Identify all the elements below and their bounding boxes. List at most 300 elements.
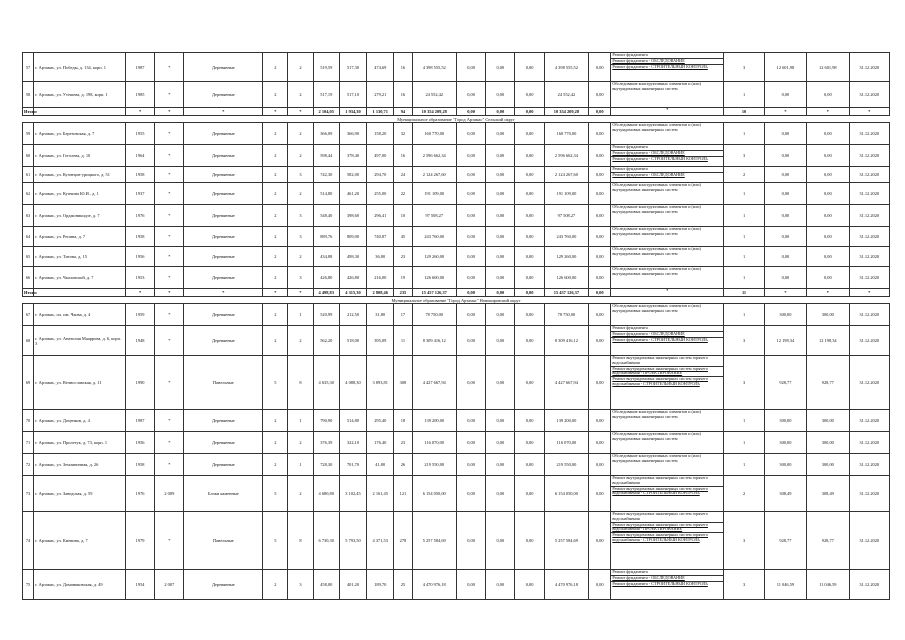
- cell-sum: 2 596 662,34: [412, 145, 456, 167]
- cell-y1: 1948: [125, 326, 154, 356]
- cell-works: [611, 289, 724, 297]
- cell-mat: Деревянные: [184, 82, 263, 108]
- cell-works: [611, 183, 724, 205]
- cell-f3: 0,00: [515, 145, 544, 167]
- work-item: Ремонт внутридомовых инженерных систем горячего водоснабжения - СТРОИТЕЛЬНЫЙ КОНТРОЛЬ: [611, 532, 723, 543]
- cell-date: 31.12.2020: [849, 183, 890, 205]
- cell-a1: 4 680,80: [313, 476, 339, 512]
- cell-c2: 300,00: [807, 304, 849, 326]
- cell-f2: 0,00: [486, 410, 515, 432]
- cell-a3: 36,80: [367, 247, 394, 267]
- cell-n: 60: [23, 145, 34, 167]
- cell-works: [611, 570, 724, 600]
- cell-a1: 519,59: [313, 53, 339, 82]
- cell-cnt: 3: [724, 512, 764, 570]
- cell-sum: 97 508,27: [412, 205, 456, 227]
- work-item: *: [666, 107, 669, 112]
- cell-a2: 378,40: [339, 145, 366, 167]
- cell-n: 75: [23, 570, 34, 600]
- cell-cnt: 3: [724, 356, 764, 410]
- cell-y1: 1956: [125, 432, 154, 454]
- cell-ppl: 16: [394, 82, 412, 108]
- cell-f5: 0,00: [589, 326, 611, 356]
- cell-en: 1: [288, 304, 313, 326]
- cell-f3: 0,00: [515, 326, 544, 356]
- cell-y1: 1958: [125, 454, 154, 476]
- cell-works: [611, 410, 724, 432]
- work-item: Обследование конструктивных элементов и (или) внутридомовых инженерных систем: [612, 409, 701, 419]
- cell-y1: 1953: [125, 267, 154, 289]
- work-item: Ремонт фундамента - ОБСЛЕДОВАНИЕ: [611, 575, 723, 581]
- cell-n: Итого:: [24, 109, 38, 114]
- work-item: Ремонт фундамента: [612, 52, 648, 57]
- cell-c2: 300,00: [807, 410, 849, 432]
- cell-fl: 2: [263, 454, 288, 476]
- cell-date: *: [849, 108, 890, 116]
- table-row: [23, 123, 890, 145]
- cell-en: 3: [288, 227, 313, 247]
- table-row: [23, 183, 890, 205]
- work-item: Обследование конструктивных элементов и (или) внутридомовых инженерных систем: [612, 431, 701, 441]
- cell-f3: 0,00: [515, 356, 544, 410]
- cell-amt: 6 154 050,00: [544, 476, 588, 512]
- cell-a3: 216,00: [367, 267, 394, 289]
- cell-c2: 300,00: [807, 454, 849, 476]
- work-item: Ремонт фундамента: [612, 325, 648, 330]
- cell-addr: г. Арзамас, ул. Вечнославская, д. 11: [34, 356, 126, 410]
- cell-c1: 928,77: [764, 512, 806, 570]
- cell-y2: *: [155, 108, 184, 116]
- work-item: Обследование конструктивных элементов и (или) внутридомовых инженерных систем: [612, 266, 701, 276]
- cell-c1: 12 198,34: [764, 326, 806, 356]
- cell-n: 70: [23, 410, 34, 432]
- cell-mat: *: [184, 289, 263, 297]
- cell-f1: 0,00: [456, 227, 485, 247]
- cell-f3: 0,00: [515, 570, 544, 600]
- cell-a3: 255,00: [367, 183, 394, 205]
- cell-f1: 0,00: [456, 247, 485, 267]
- cell-y1: 1987: [125, 410, 154, 432]
- cell-amt: 10 354 209,28: [544, 108, 588, 116]
- cell-works: [611, 82, 724, 108]
- cell-ppl: 121: [394, 476, 412, 512]
- cell-en: 2: [288, 247, 313, 267]
- cell-f3: 0,00: [515, 167, 544, 183]
- cell-f5: 0,00: [589, 432, 611, 454]
- cell-mat: Деревянные: [184, 454, 263, 476]
- cell-y2: *: [155, 123, 184, 145]
- cell-sum: 191 109,00: [412, 183, 456, 205]
- cell-f1: 0,00: [456, 183, 485, 205]
- cell-mat: Деревянные: [184, 183, 263, 205]
- work-item: Обследование конструктивных элементов и (или) внутридомовых инженерных систем: [612, 182, 701, 192]
- cell-date: 31.12.2020: [849, 227, 890, 247]
- cell-sum: 116 070,00: [412, 432, 456, 454]
- cell-y2: *: [155, 432, 184, 454]
- cell-c2: 308,49: [807, 476, 849, 512]
- cell-c2: 12 198,34: [807, 326, 849, 356]
- cell-f3: 0,00: [515, 454, 544, 476]
- cell-a2: 212,50: [339, 304, 366, 326]
- cell-date: 31.12.2020: [849, 356, 890, 410]
- cell-cnt: 2: [724, 167, 764, 183]
- cell-y1: 1955: [125, 123, 154, 145]
- work-item: Обследование конструктивных элементов и (или) внутридомовых инженерных систем: [612, 453, 701, 463]
- cell-mat: Блоки каменные: [184, 476, 263, 512]
- work-item: Ремонт фундамента - ОБСЛЕДОВАНИЕ: [611, 331, 723, 337]
- cell-amt: 8 309 416,12: [544, 326, 588, 356]
- cell-en: 3: [288, 167, 313, 183]
- cell-f2: 0,00: [486, 356, 515, 410]
- cell-ppl: 22: [394, 183, 412, 205]
- cell-works: [611, 356, 724, 410]
- cell-y2: *: [155, 356, 184, 410]
- cell-works: [611, 123, 724, 145]
- cell-cnt: 1: [724, 267, 764, 289]
- table-row: [23, 570, 890, 600]
- cell-sum: 4 470 976,18: [412, 570, 456, 600]
- cell-works: [611, 432, 724, 454]
- table-row: [23, 145, 890, 167]
- cell-a2: 517,30: [339, 53, 366, 82]
- cell-a3: 294,70: [367, 167, 394, 183]
- cell-n: 67: [23, 304, 34, 326]
- cell-mat: *: [184, 108, 263, 116]
- cell-f2: 0,00: [486, 326, 515, 356]
- cell-cnt: 1: [724, 454, 764, 476]
- cell-amt: 97 508,27: [544, 205, 588, 227]
- cell-f2: 0,00: [486, 247, 515, 267]
- cell-c2: *: [807, 108, 849, 116]
- cell-a3: 740,87: [367, 227, 394, 247]
- cell-amt: 4 470 976,18: [544, 570, 588, 600]
- table-row: [23, 432, 890, 454]
- cell-cnt: 1: [724, 205, 764, 227]
- cell-addr: г. Арзамас, ул. Киевина, д. 7: [34, 512, 126, 570]
- cell-amt: 78 750,00: [544, 304, 588, 326]
- work-item: Ремонт внутридомовых инженерных систем горячего водоснабжения - СТРОИТЕЛЬНЫЙ КОНТРОЛЬ: [611, 376, 723, 387]
- cell-en: 2: [288, 183, 313, 205]
- cell-c2: 0,00: [807, 247, 849, 267]
- cell-a3: 189,70: [367, 570, 394, 600]
- cell-addr: г. Арзамас, ул. Титова, д. 15: [34, 247, 126, 267]
- cell-f1: 0,00: [456, 410, 485, 432]
- cell-f3: 0,00: [515, 304, 544, 326]
- cell-works: [611, 53, 724, 82]
- cell-a2: 4 315,30: [339, 289, 366, 297]
- cell-f3: 0,00: [515, 227, 544, 247]
- cell-date: 31.12.2020: [849, 304, 890, 326]
- cell-f3: 0,00: [515, 512, 544, 570]
- cell-mat: Деревянные: [184, 304, 263, 326]
- cell-ppl: 25: [394, 570, 412, 600]
- cell-f1: 0,00: [456, 123, 485, 145]
- section-header-bottom: [23, 297, 890, 304]
- cell-c2: *: [807, 289, 849, 297]
- cell-fl: 2: [263, 53, 288, 82]
- cell-a1: 548,40: [313, 205, 339, 227]
- cell-c1: *: [764, 289, 806, 297]
- cell-f2: 0,00: [486, 289, 515, 297]
- cell-y2: 2 007: [155, 570, 184, 600]
- table-row: [23, 267, 890, 289]
- cell-addr: г. Арзамас, ул. Березовская, д. 7: [34, 123, 126, 145]
- cell-n: 57: [23, 53, 34, 82]
- cell-c2: 300,00: [807, 432, 849, 454]
- cell-en: 2: [288, 326, 313, 356]
- table-row: [23, 205, 890, 227]
- cell-amt: 2 596 662,34: [544, 145, 588, 167]
- cell-addr: г. Арзамас, ул. Кузнецов-урицкого, д. 51: [34, 167, 126, 183]
- cell-c1: 308,49: [764, 476, 806, 512]
- cell-works: [611, 326, 724, 356]
- cell-a1: 790,90: [313, 410, 339, 432]
- cell-y1: 1958: [125, 167, 154, 183]
- cell-f3: 0,00: [515, 108, 544, 116]
- cell-a1: 376,39: [313, 432, 339, 454]
- cell-en: 8: [288, 512, 313, 570]
- work-item: Ремонт фундамента - СТРОИТЕЛЬНЫЙ КОНТРОЛЬ: [611, 64, 723, 70]
- work-item: Обследование конструктивных элементов и (или) внутридомовых инженерных систем: [612, 204, 701, 214]
- cell-a3: 2 161,45: [367, 476, 394, 512]
- table-row: [23, 227, 890, 247]
- cell-cnt: 3: [724, 53, 764, 82]
- cell-y2: *: [155, 205, 184, 227]
- cell-addr: г. Арзамас, ул. Пролетук, д. 73, корп. 1: [34, 432, 126, 454]
- cell-fl: 2: [263, 304, 288, 326]
- cell-works: [611, 476, 724, 512]
- table-row: [23, 53, 890, 82]
- cell-a2: 3 102,45: [339, 476, 366, 512]
- cell-n: 69: [23, 356, 34, 410]
- cell-c1: 300,00: [764, 304, 806, 326]
- cell-mat: Деревянные: [184, 205, 263, 227]
- cell-f3: 0,00: [515, 82, 544, 108]
- cell-a1: 6 730,30: [313, 512, 339, 570]
- cell-f1: 0,00: [456, 512, 485, 570]
- section-title: Муниципальное образование "Город Арзамас" Новокировский округ: [23, 297, 890, 304]
- cell-n: 63: [23, 205, 34, 227]
- cell-f3: 0,00: [515, 183, 544, 205]
- cell-a3: 2 808,46: [367, 289, 394, 297]
- cell-y2: *: [155, 289, 184, 297]
- cell-ppl: 308: [394, 356, 412, 410]
- cell-f1: 0,00: [456, 454, 485, 476]
- cell-f5: 0,00: [589, 267, 611, 289]
- cell-c1: 0,00: [764, 183, 806, 205]
- cell-sum: 5 257 584,69: [412, 512, 456, 570]
- cell-y2: *: [155, 267, 184, 289]
- cell-en: 8: [288, 356, 313, 410]
- cell-amt: 126 600,00: [544, 267, 588, 289]
- cell-en: 3: [288, 267, 313, 289]
- cell-mat: Деревянные: [184, 432, 263, 454]
- cell-date: 31.12.2020: [849, 432, 890, 454]
- cell-sum: 4 427 667,94: [412, 356, 456, 410]
- cell-n: 58: [23, 82, 34, 108]
- cell-f5: 0,00: [589, 247, 611, 267]
- cell-a1: 517,19: [313, 82, 339, 108]
- cell-y2: *: [155, 247, 184, 267]
- cell-y2: *: [155, 454, 184, 476]
- cell-ppl: 11: [394, 326, 412, 356]
- cell-ppl: 26: [394, 454, 412, 476]
- cell-c1: 0,00: [764, 145, 806, 167]
- cell-a3: 158,20: [367, 123, 394, 145]
- work-item: Ремонт внутридомовых инженерных систем горячего водоснабжения: [612, 475, 708, 485]
- cell-fl: 5: [263, 356, 288, 410]
- cell-amt: 5 257 584,69: [544, 512, 588, 570]
- cell-a1: 742,30: [313, 167, 339, 183]
- cell-y1: 1985: [125, 82, 154, 108]
- work-item: Ремонт фундамента - ОБСЛЕДОВАНИЕ: [611, 150, 723, 156]
- cell-f1: 0,00: [456, 145, 485, 167]
- cell-f1: 0,00: [456, 356, 485, 410]
- cell-en: 2: [288, 53, 313, 82]
- cell-fl: 2: [263, 326, 288, 356]
- cell-y2: 2 009: [155, 476, 184, 512]
- work-item: *: [666, 288, 669, 293]
- cell-addr: г. Арзамас, ул. Купчина Ю.И., д. 1: [34, 183, 126, 205]
- cell-sum: 219 550,00: [412, 454, 456, 476]
- cell-ppl: 16: [394, 145, 412, 167]
- cell-a2: 426,80: [339, 267, 366, 289]
- cell-mat: Деревянные: [184, 53, 263, 82]
- cell-y1: 1964: [125, 145, 154, 167]
- cell-addr: г. Арзамас, ул. Репина, д. 7: [34, 227, 126, 247]
- cell-a1: 520,99: [313, 304, 339, 326]
- cell-c1: 0,00: [764, 205, 806, 227]
- cell-mat: Панельные: [184, 356, 263, 410]
- cell-a1: 598,44: [313, 145, 339, 167]
- cell-addr: г. Арзамас, ул. Доманиковская, д. 49: [34, 570, 126, 600]
- cell-n: 66: [23, 267, 34, 289]
- cell-a1: 562,20: [313, 326, 339, 356]
- total-row: [23, 289, 890, 297]
- cell-ppl: 18: [394, 410, 412, 432]
- cell-c1: 0,00: [764, 227, 806, 247]
- cell-y1: 1956: [125, 247, 154, 267]
- cell-c1: 0,00: [764, 267, 806, 289]
- cell-f3: 0,00: [515, 432, 544, 454]
- cell-addr: г. Арзамас, пл. им. Чкова, д. 4: [34, 304, 126, 326]
- cell-f5: 0,00: [589, 304, 611, 326]
- cell-a2: 322,10: [339, 432, 366, 454]
- cell-amt: 139 200,00: [544, 410, 588, 432]
- cell-a2: 5 793,50: [339, 512, 366, 570]
- cell-en: 2: [288, 145, 313, 167]
- cell-date: 31.12.2020: [849, 570, 890, 600]
- cell-f2: 0,00: [486, 123, 515, 145]
- cell-fl: 2: [263, 205, 288, 227]
- cell-date: 31.12.2020: [849, 512, 890, 570]
- cell-f5: 0,00: [589, 356, 611, 410]
- cell-ppl: 16: [394, 53, 412, 82]
- cell-f1: 0,00: [456, 476, 485, 512]
- cell-y1: *: [125, 108, 154, 116]
- work-item: Обследование конструктивных элементов и (или) внутридомовых инженерных систем: [612, 226, 701, 236]
- work-item: Обследование конструктивных элементов и (или) внутридомовых инженерных систем: [612, 81, 701, 91]
- cell-f2: 0,00: [486, 167, 515, 183]
- cell-fl: 2: [263, 570, 288, 600]
- work-item: Ремонт фундамента: [612, 569, 648, 574]
- work-item: Ремонт фундамента - ОБСЛЕДОВАНИЕ: [611, 172, 723, 178]
- cell-sum: 8 309 416,12: [412, 326, 456, 356]
- cell-y2: *: [155, 53, 184, 82]
- cell-addr: г. Арзамас, ул. Гоголева, д. 10: [34, 145, 126, 167]
- cell-f1: 0,00: [456, 108, 485, 116]
- cell-ppl: 24: [394, 167, 412, 183]
- cell-y2: *: [155, 326, 184, 356]
- cell-c2: 0,00: [807, 267, 849, 289]
- work-item: Ремонт внутридомовых инженерных систем горячего водоснабжения - СТРОИТЕЛЬНЫЙ КОНТРОЛЬ: [611, 486, 723, 497]
- table-row: [23, 454, 890, 476]
- cell-c1: 11 046,59: [764, 570, 806, 600]
- cell-ppl: 235: [394, 289, 412, 297]
- cell-a3: 497,00: [367, 145, 394, 167]
- cell-ppl: 32: [394, 123, 412, 145]
- cell-fl: 2: [263, 267, 288, 289]
- cell-mat: Деревянные: [184, 247, 263, 267]
- cell-f2: 0,00: [486, 53, 515, 82]
- cell-sum: 78 750,00: [412, 304, 456, 326]
- cell-mat: Деревянные: [184, 410, 263, 432]
- table-row: [23, 167, 890, 183]
- table-row: [23, 356, 890, 410]
- cell-a2: 701,70: [339, 454, 366, 476]
- cell-date: 31.12.2020: [849, 123, 890, 145]
- cell-a2: 582,00: [339, 167, 366, 183]
- cell-addr: г. Арзамас, ул. Анатолия Мааррова, д. 6, корп. 3: [34, 326, 126, 356]
- cell-f3: 0,00: [515, 247, 544, 267]
- cell-a3: 295,40: [367, 410, 394, 432]
- cell-cnt: 1: [724, 183, 764, 205]
- cell-y2: *: [155, 183, 184, 205]
- cell-a3: 296,41: [367, 205, 394, 227]
- cell-works: [611, 227, 724, 247]
- cell-fl: 2: [263, 167, 288, 183]
- cell-addr: г. Арзамас, ул. Победы, д. 134, корп. 1: [34, 53, 126, 82]
- cell-sum: 139 200,00: [412, 410, 456, 432]
- cell-y2: *: [155, 227, 184, 247]
- cell-f2: 0,00: [486, 205, 515, 227]
- cell-works: [611, 108, 724, 116]
- cell-works: [611, 145, 724, 167]
- cell-f1: 0,00: [456, 326, 485, 356]
- cell-f5: 0,00: [589, 570, 611, 600]
- cell-y2: *: [155, 512, 184, 570]
- cell-amt: 116 070,00: [544, 432, 588, 454]
- cell-sum: 4 398 555,52: [412, 53, 456, 82]
- cell-y1: *: [125, 289, 154, 297]
- work-item: Ремонт внутридомовых инженерных систем горячего водоснабжения - ПРОЕКТИРОВАНИЕ: [611, 366, 723, 377]
- cell-amt: 129 260,00: [544, 247, 588, 267]
- cell-en: 3: [288, 570, 313, 600]
- cell-f5: 0,00: [589, 183, 611, 205]
- cell-f5: 0,00: [589, 123, 611, 145]
- cell-f1: 0,00: [456, 432, 485, 454]
- cell-n: 65: [23, 247, 34, 267]
- cell-c2: 0,00: [807, 145, 849, 167]
- cell-a3: 176,40: [367, 432, 394, 454]
- table-row: [23, 326, 890, 356]
- cell-a1: 889,76: [313, 227, 339, 247]
- table-row: [23, 82, 890, 108]
- cell-f3: 0,00: [515, 267, 544, 289]
- cell-c2: 0,00: [807, 227, 849, 247]
- cell-cnt: 1: [724, 304, 764, 326]
- cell-c1: 0,00: [764, 123, 806, 145]
